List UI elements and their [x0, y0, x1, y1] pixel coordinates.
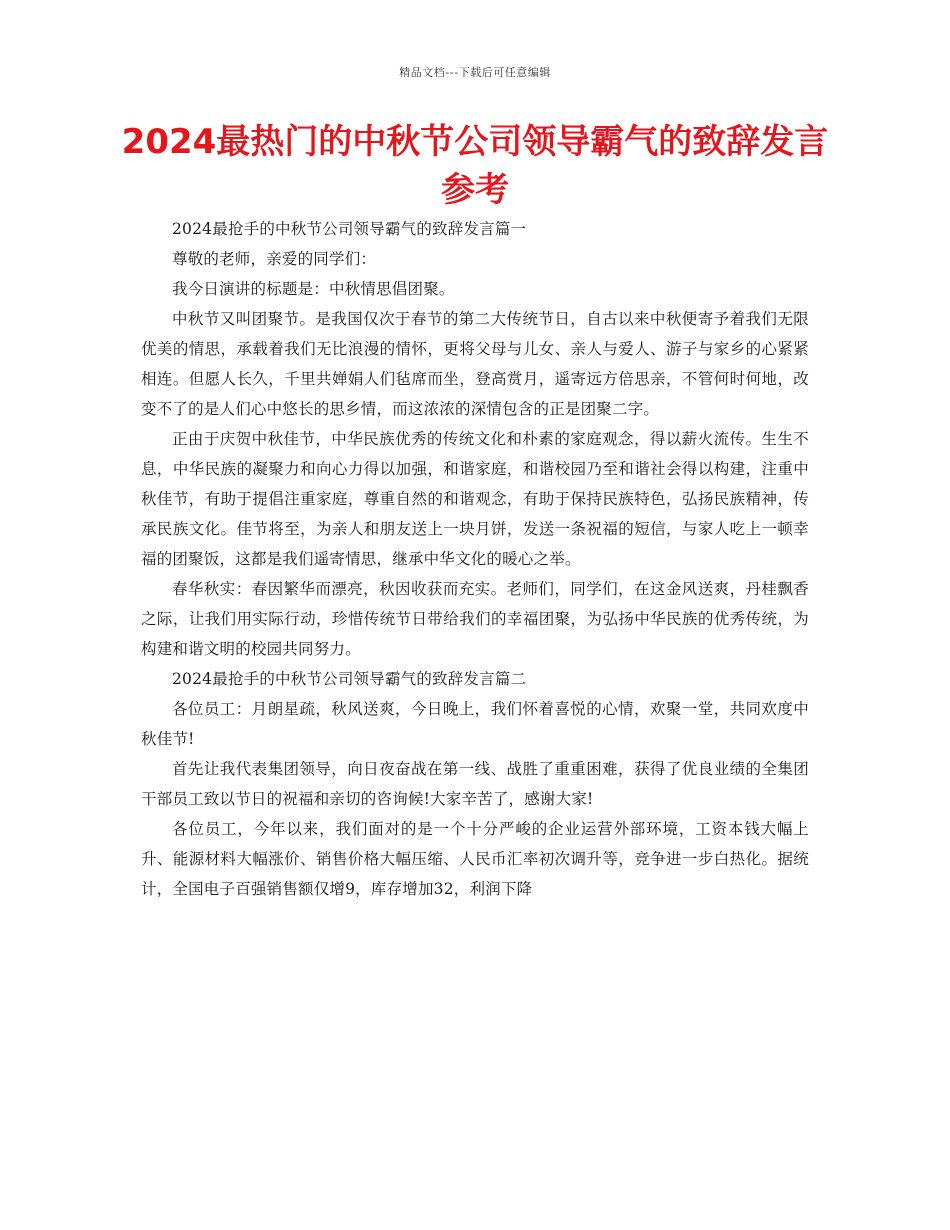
section-heading-1: 2024最抢手的中秋节公司领导霸气的致辞发言篇一	[172, 220, 527, 238]
section-heading-2: 2024最抢手的中秋节公司领导霸气的致辞发言篇二	[172, 670, 527, 688]
document-title: 2024最热门的中秋节公司领导霸气的致辞发言参考	[121, 122, 829, 210]
paragraph: 春华秋实：春因繁华而漂亮，秋因收获而充实。老师们，同学们，在这金风送爽，丹桂飘香之际，让我们用实际行动，珍惜传统节日带给我们的幸福团聚，为弘扬中华民族的优秀传统，为构建和谐文明的校园共同努力。	[141, 580, 809, 658]
paragraph: 我今日演讲的标题是：中秋情思倡团聚。	[172, 280, 455, 298]
paragraph: 正由于庆贺中秋佳节，中华民族优秀的传统文化和朴素的家庭观念，得以薪火流传。生生不息，中华民族的凝聚力和向心力得以加强，和谐家庭，和谐校园乃至和谐社会得以构建，注重中秋佳节，有助于提倡注重家庭，尊重自然的和谐观念，有助于保持民族特色，弘扬民族精神，传承民族文化。佳节将至，为亲人和朋友送上一块月饼，发送一条祝福的短信，与家人吃上一顿幸福的团聚饭，这都是我们遥寄情思，继承中华文化的暖心之举。	[141, 430, 809, 568]
paragraph: 首先让我代表集团领导，向日夜奋战在第一线、战胜了重重困难，获得了优良业绩的全集团干部员工致以节日的祝福和亲切的咨询候!大家辛苦了，感谢大家!	[141, 760, 809, 808]
paragraph: 各位员工：月朗星疏，秋风送爽，今日晚上，我们怀着喜悦的心情，欢聚一堂，共同欢度中秋佳节!	[141, 700, 809, 748]
paragraph: 各位员工，今年以来，我们面对的是一个十分严峻的企业运营外部环境，工资本钱大幅上升、能源材料大幅涨价、销售价格大幅压缩、人民币汇率初次调升等，竞争进一步白热化。据统计，全国电子百强销售额仅增9，库存增加32，利润下降	[141, 820, 809, 898]
running-header: 精品文档---下载后可任意编辑	[399, 66, 551, 79]
paragraph: 中秋节又叫团聚节。是我国仅次于春节的第二大传统节日，自古以来中秋便寄予着我们无限优美的情思，承载着我们无比浪漫的情怀，更将父母与儿女、亲人与爱人、游子与家乡的心紧紧相连。但愿人长久，千里共婵娟人们毡席而坐，登高赏月，遥寄远方倍思亲，不管何时何地，改变不了的是人们心中悠长的思乡情，而这浓浓的深情包含的正是团聚二字。	[141, 310, 809, 418]
salutation: 尊敬的老师，亲爱的同学们：	[172, 250, 377, 268]
document-body	[141, 214, 809, 904]
